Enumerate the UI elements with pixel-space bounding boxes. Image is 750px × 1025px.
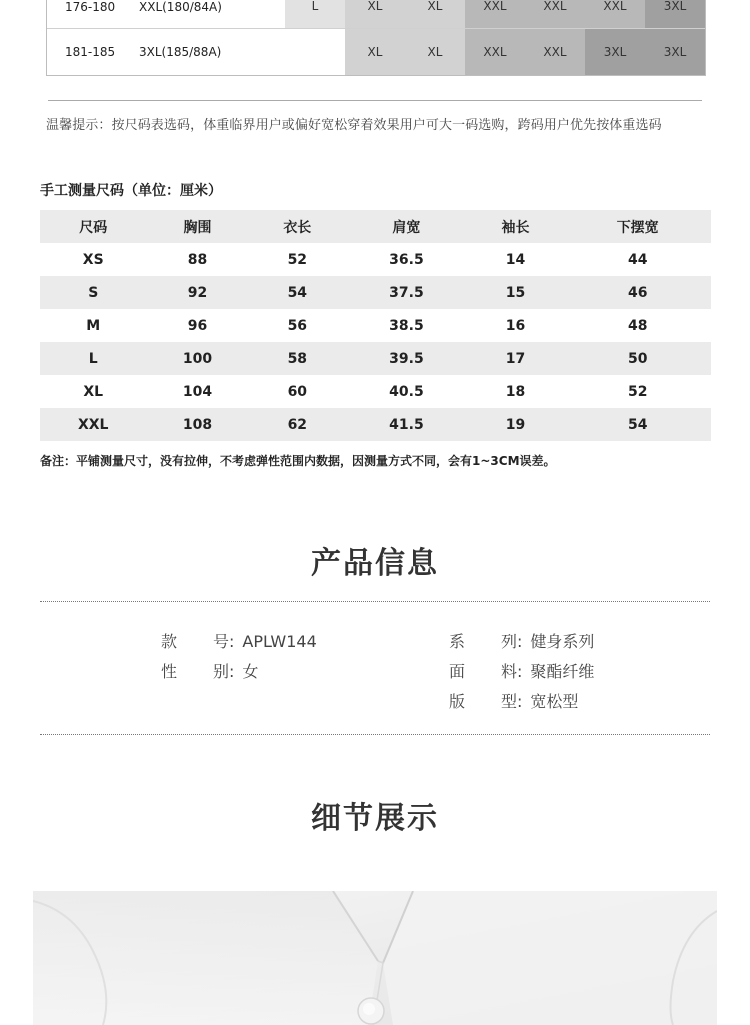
table-cell: XL <box>83 383 104 400</box>
info-field-gender <box>161 659 258 682</box>
column-header: 肩宽 <box>392 219 421 236</box>
table-cell: 48 <box>627 317 648 334</box>
table-cell: 92 <box>187 284 208 301</box>
table-cell: 88 <box>187 251 208 268</box>
divider <box>48 100 702 101</box>
column-header: 尺码 <box>79 219 108 236</box>
table-cell: XS <box>82 251 104 268</box>
size-cell: XXL <box>525 29 585 75</box>
info-field-style-number <box>161 629 317 652</box>
table-cell: 108 <box>182 416 213 433</box>
table-row <box>40 342 711 375</box>
table-cell: 40.5 <box>389 383 424 400</box>
table-header-row <box>40 210 711 243</box>
table-cell: 50 <box>627 350 648 367</box>
table-row <box>40 375 711 408</box>
detail-title: 细节展示 <box>311 801 439 836</box>
garment-detail-image <box>33 891 717 1025</box>
size-label: 3XL(185/88A) <box>139 45 222 59</box>
size-cell: XXL <box>525 0 585 28</box>
table-cell: 58 <box>287 350 308 367</box>
table-cell: 56 <box>287 317 308 334</box>
table-cell: 37.5 <box>389 284 424 301</box>
size-cell: XXL <box>465 0 525 28</box>
table-cell: 54 <box>287 284 308 301</box>
height-range: 176-180 <box>65 0 116 14</box>
table-cell: 18 <box>505 383 526 400</box>
table-cell: 52 <box>287 251 308 268</box>
table-cell: 60 <box>287 383 308 400</box>
measure-note: 备注：平铺测量尺寸，没有拉伸，不考虑弹性范围内数据，因测量方式不同，会有1~3CM误差。 <box>40 454 556 468</box>
column-header: 衣长 <box>283 219 312 236</box>
table-cell: 54 <box>627 416 648 433</box>
dotted-divider <box>40 734 710 735</box>
height-range: 181-185 <box>65 45 116 59</box>
table-cell: 16 <box>505 317 526 334</box>
size-cell: XL <box>405 29 465 75</box>
measure-title: 手工测量尺码（单位：厘米） <box>40 183 222 199</box>
table-cell: 46 <box>627 284 648 301</box>
table-cell: 39.5 <box>389 350 424 367</box>
table-cell: 36.5 <box>389 251 424 268</box>
field-value: 女 <box>242 662 259 681</box>
size-cell: XL <box>405 0 465 28</box>
table-cell: 15 <box>505 284 526 301</box>
field-label: 面料 <box>449 662 517 681</box>
table-row <box>40 309 711 342</box>
table-cell: 52 <box>627 383 648 400</box>
size-cell: 3XL <box>585 29 645 75</box>
field-label: 款号 <box>161 632 229 651</box>
field-value: 健身系列 <box>530 632 595 651</box>
size-cell: XL <box>345 29 405 75</box>
size-cell: XXL <box>585 0 645 28</box>
info-field-fit <box>449 689 578 712</box>
field-colon: : <box>229 632 235 651</box>
table-row <box>40 276 711 309</box>
table-cell: L <box>88 350 98 367</box>
info-field-fabric <box>449 659 594 682</box>
size-cell: L <box>285 0 345 28</box>
size-cell: XL <box>345 0 405 28</box>
table-cell: 17 <box>505 350 526 367</box>
column-header: 袖长 <box>501 219 530 236</box>
field-value: 宽松型 <box>530 692 579 711</box>
field-colon: : <box>229 662 235 681</box>
table-cell: 96 <box>187 317 208 334</box>
info-field-series <box>449 629 594 652</box>
table-cell: 38.5 <box>389 317 424 334</box>
table-cell: 44 <box>627 251 648 268</box>
dotted-divider <box>40 601 710 602</box>
table-cell: 100 <box>182 350 213 367</box>
size-recommendation-table <box>46 0 706 76</box>
table-row <box>40 243 711 276</box>
field-colon: : <box>517 662 523 681</box>
recommend-row <box>47 29 705 75</box>
measurement-table <box>40 210 711 441</box>
table-cell: 14 <box>505 251 526 268</box>
table-cell: S <box>88 284 99 301</box>
size-cell: 3XL <box>645 0 705 28</box>
size-tip: 温馨提示：按尺码表选码，体重临界用户或偏好宽松穿着效果用户可大一码选购，跨码用户优先按体重选码 <box>46 118 662 133</box>
field-colon: : <box>517 632 523 651</box>
field-label: 版型 <box>449 692 517 711</box>
size-label: XXL(180/84A) <box>139 0 222 14</box>
field-label: 性别 <box>161 662 229 681</box>
product-info-title: 产品信息 <box>311 546 439 581</box>
table-cell: 62 <box>287 416 308 433</box>
field-label: 系列 <box>449 632 517 651</box>
table-cell: 19 <box>505 416 526 433</box>
column-header: 下摆宽 <box>616 219 659 236</box>
column-header: 胸围 <box>183 219 212 236</box>
size-cell: 3XL <box>645 29 705 75</box>
table-cell: 104 <box>182 383 213 400</box>
field-value: 聚酯纤维 <box>530 662 595 681</box>
table-cell: M <box>86 317 101 334</box>
field-colon: : <box>517 692 523 711</box>
table-cell: XXL <box>77 416 109 433</box>
table-row <box>40 408 711 441</box>
field-value: APLW144 <box>242 632 317 651</box>
recommend-row <box>47 0 705 29</box>
detail-photo <box>33 891 717 1025</box>
table-cell: 41.5 <box>389 416 424 433</box>
size-cell: XXL <box>465 29 525 75</box>
